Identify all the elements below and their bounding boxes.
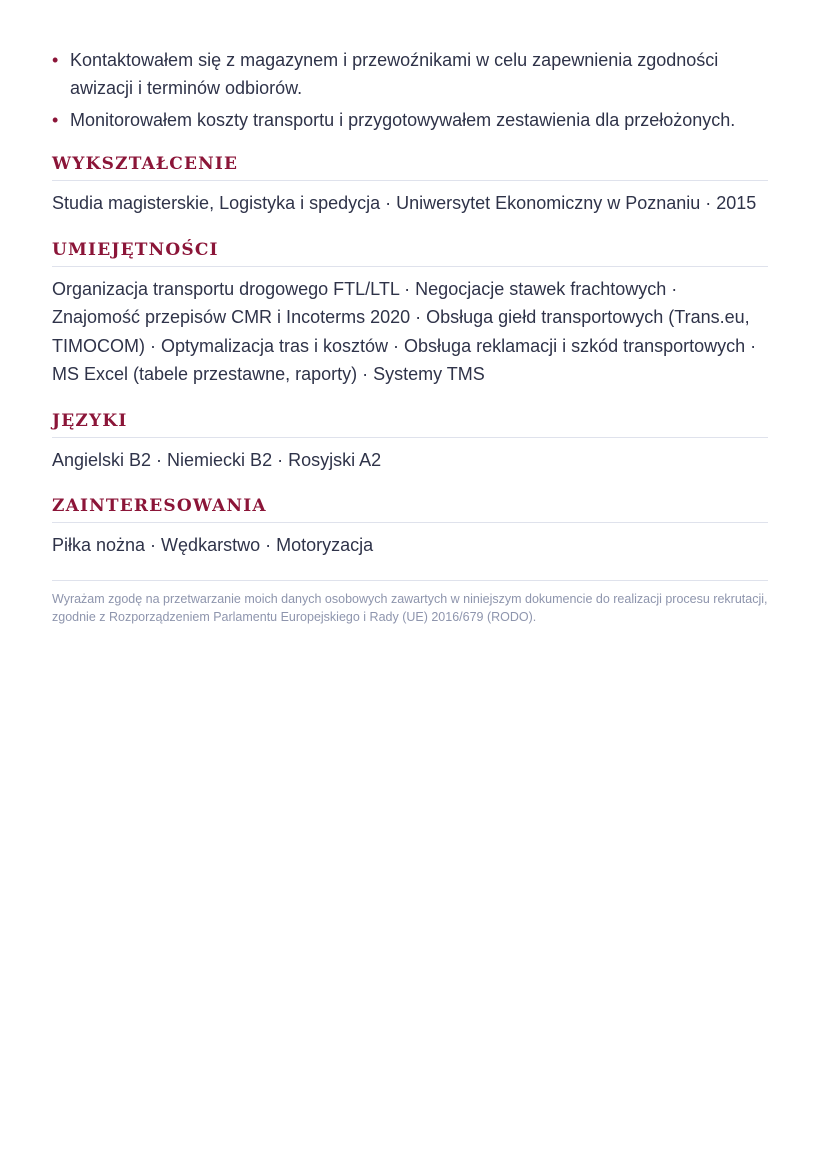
section-title: WYKSZTAŁCENIE [52, 154, 768, 181]
bullet-text: Monitorowałem koszty transportu i przygotowywałem zestawienia dla przełożonych. [70, 110, 736, 130]
interests-text: Piłka nożna · Wędkarstwo · Motoryzacja [52, 535, 374, 555]
list-item [52, 106, 768, 134]
section-title: JĘZYKI [52, 411, 768, 438]
section-title: ZAINTERESOWANIA [52, 496, 768, 523]
experience-bullet-list [52, 46, 768, 134]
bullet-dot-icon: • [52, 110, 59, 130]
interests-section [52, 496, 768, 560]
bullet-dot-icon: • [52, 50, 59, 70]
languages-section [52, 411, 768, 475]
gdpr-consent-clause: Wyrażam zgodę na przetwarzanie moich danych osobowych zawartych w niniejszym dokumencie do realizacji procesu rekrutacji, zgodnie z Rozporządzeniem Parlamentu Europejskiego i Rady (UE) 2016/679 (RODO). [52, 580, 768, 626]
skills-section [52, 240, 768, 389]
skills-text: Organizacja transportu drogowego FTL/LTL · Negocjacje stawek frachtowych · Znajomość przepisów CMR i Incoterms 2020 · Obsługa giełd transportowych (Trans.eu, TIMOCOM) · Optymalizacja tras i kosztów · Obsługa reklamacji i szkód transportowych · MS Excel (tabele przestawne, raporty) · Systemy TMS [52, 278, 757, 384]
bullet-text: Kontaktowałem się z magazynem i przewoźnikami w celu zapewnienia zgodności awizacji i terminów odbiorów. [70, 50, 719, 98]
education-text: Studia magisterskie, Logistyka i spedycja · Uniwersytet Ekonomiczny w Poznaniu · 2015 [52, 193, 757, 213]
languages-text: Angielski B2 · Niemiecki B2 · Rosyjski A2 [52, 449, 382, 470]
cv-page [52, 46, 768, 626]
education-section [52, 154, 768, 218]
section-title: UMIEJĘTNOŚCI [52, 240, 768, 267]
list-item [52, 46, 768, 102]
